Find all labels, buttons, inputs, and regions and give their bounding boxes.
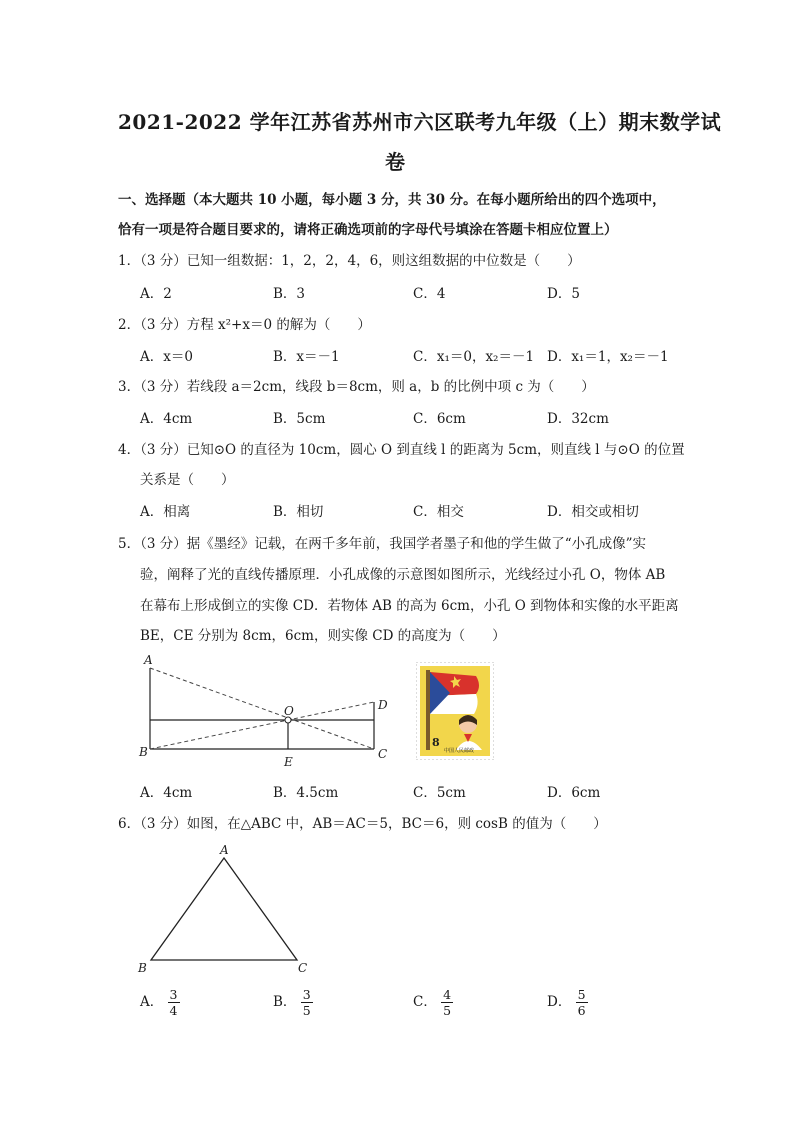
question-1-option-a: A．2 [140,286,172,302]
question-5-option-b: B．4.5cm [273,785,339,801]
stamp-caption: 中国人民邮政 [444,748,475,754]
fraction-denominator: 5 [302,1003,311,1018]
question-6-option-c [413,987,453,1018]
question-3-option-c: C．6cm [413,411,466,427]
question-3-text: 3．（3 分）若线段 a＝2cm，线段 b＝8cm，则 a，b 的比例中项 c 为（ ） [118,379,595,395]
question-6-option-c-fraction [441,987,453,1018]
question-5-line2: 验，阐释了光的直线传播原理．小孔成像的示意图如图所示，光线经过小孔 O，物体 AB [140,567,666,583]
question-2-option-c: C．x₁＝0，x₂＝－1 [413,349,535,365]
page-title-line1: 2021-2022 学年江苏省苏州市六区联考九年级（上）期末数学试 [118,110,722,134]
page-title-line2: 卷 [385,150,406,174]
question-1-option-d: D．5 [547,286,580,302]
question-3-option-a: A．4cm [140,411,193,427]
question-6-option-a [140,987,180,1018]
question-2-option-d: D．x₁＝1，x₂＝－1 [547,349,669,365]
question-1-text: 1．（3 分）已知一组数据：1，2，2，4，6，则这组数据的中位数是（ ） [118,253,581,269]
question-2-option-a: A．x＝0 [140,349,193,365]
question-3-option-b: B．5cm [273,411,326,427]
fraction-denominator: 6 [577,1003,586,1018]
question-4-option-c: C．相交 [413,504,464,520]
question-4-option-d: D．相交或相切 [547,504,639,520]
stamp-value: 8 [432,736,440,749]
question-6-option-d [547,987,588,1018]
fraction-numerator: 4 [443,987,452,1002]
label-a: A [144,653,153,667]
triangle-abc [151,858,297,960]
question-5-line1: 5．（3 分）据《墨经》记载，在两千多年前，我国学者墨子和他的学生做了“小孔成像”实 [118,536,647,552]
question-5-option-d: D．6cm [547,785,601,801]
section-header-line2: 恰有一项是符合题目要求的，请将正确选项前的字母代号填涂在答题卡相应位置上） [118,222,618,238]
question-1-option-b: B．3 [273,286,306,302]
question-5-option-c: C．5cm [413,785,466,801]
fraction-denominator: 5 [443,1003,452,1018]
label-o: O [284,704,294,718]
question-2-option-b: B．x＝－1 [273,349,340,365]
question-6-option-b [273,987,313,1018]
question-6-option-a-letter: A． [140,994,164,1010]
question-6-option-a-fraction [168,987,180,1018]
question-6-option-d-fraction [576,987,588,1018]
question-4-line2: 关系是（ ） [140,472,235,488]
stamp-image [416,662,494,760]
section-header-line1: 一、选择题（本大题共 10 小题，每小题 3 分，共 30 分。在每小题所给出的四个选项中， [118,192,666,208]
question-3-option-d: D．32cm [547,411,609,427]
question-6-option-b-letter: B． [273,994,297,1010]
question-6-option-c-letter: C． [413,994,437,1010]
fraction-denominator: 4 [169,1003,178,1018]
fraction-numerator: 3 [302,987,311,1002]
question-6-option-d-letter: D． [547,994,572,1010]
fraction-numerator: 5 [577,987,586,1002]
triangle-diagram [134,840,324,978]
ray-bd [150,702,374,749]
label-c: C [378,747,388,761]
question-6-option-b-fraction [301,987,313,1018]
question-1-option-c: C．4 [413,286,446,302]
triangle-label-c: C [298,961,308,975]
question-4-line1: 4．（3 分）已知⊙O 的直径为 10cm，圆心 O 到直线 l 的距离为 5cm，则直线 l 与⊙O 的位置 [118,442,685,458]
question-5-line3: 在幕布上形成倒立的实像 CD．若物体 AB 的高为 6cm，小孔 O 到物体和实像的水平距离 [140,598,679,614]
label-e: E [284,755,293,769]
pinhole-diagram [138,652,398,770]
question-5-line4: BE，CE 分别为 8cm，6cm，则实像 CD 的高度为（ ） [140,628,506,644]
triangle-label-b: B [138,961,147,975]
question-6-text: 6．（3 分）如图，在△ABC 中，AB＝AC＝5，BC＝6，则 cosB 的值为（ ） [118,816,607,832]
label-d: D [378,698,388,712]
question-4-option-b: B．相切 [273,504,324,520]
question-4-option-a: A．相离 [140,504,191,520]
label-b: B [139,745,148,759]
fraction-numerator: 3 [169,987,178,1002]
question-5-option-a: A．4cm [140,785,193,801]
triangle-label-a: A [220,843,229,857]
question-2-text: 2．（3 分）方程 x²+x＝0 的解为（ ） [118,317,371,333]
ray-ac [150,668,374,749]
